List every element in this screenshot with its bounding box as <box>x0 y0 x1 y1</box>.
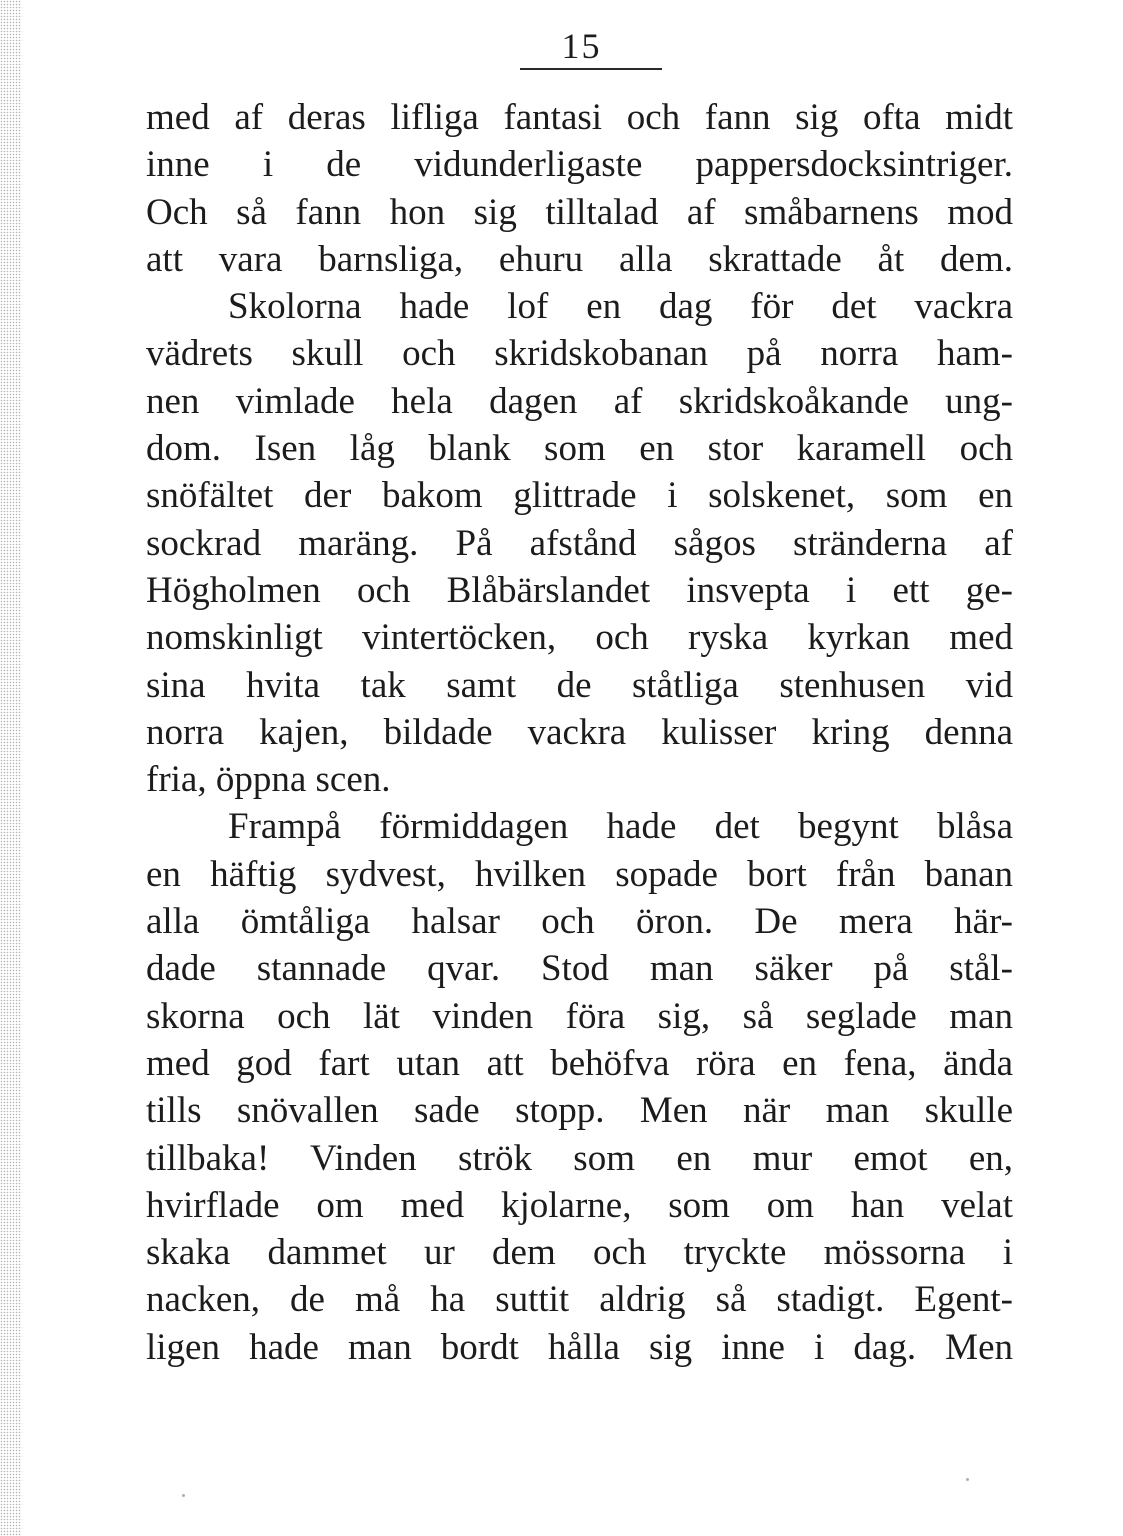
text-line: nen vimlade hela dagen af skridskoåkande ung- <box>146 380 1013 422</box>
text-line: nacken, de må ha suttit aldrig så stadigt. Egent- <box>146 1279 1013 1321</box>
text-line: dom. Isen låg blank som en stor karamell och <box>146 428 1013 470</box>
text-line: nomskinligt vintertöcken, och ryska kyrkan med <box>146 617 1013 659</box>
page-number: 15 <box>561 26 602 66</box>
text-line: tillbaka! Vinden strök som en mur emot en, <box>146 1137 1013 1179</box>
text-line: dade stannade qvar. Stod man säker på stål- <box>146 948 1013 990</box>
text-line: att vara barnsliga, ehuru alla skrattade åt dem. <box>146 238 1013 280</box>
text-line: sina hvita tak samt de ståtliga stenhusen vid <box>146 664 1013 706</box>
text-line: en häftig sydvest, hvilken sopade bort från banan <box>146 853 1013 895</box>
page-binding-edge <box>0 0 22 1536</box>
text-line: med af deras lifliga fantasi och fann sig ofta midt <box>146 97 1013 138</box>
text-line: hvirflade om med kjolarne, som om han velat <box>146 1184 1013 1226</box>
text-line: skaka dammet ur dem och tryckte mössorna i <box>146 1232 1013 1274</box>
paper-speck <box>182 1494 185 1497</box>
body-text <box>146 94 1013 1371</box>
text-line: tills snövallen sade stopp. Men när man skulle <box>146 1090 1013 1132</box>
text-line: skorna och lät vinden föra sig, så seglade man <box>146 995 1013 1037</box>
text-line: Och så fann hon sig tilltalad af småbarnens mod <box>146 191 1013 233</box>
header-rule <box>520 68 662 70</box>
text-line: alla ömtåliga halsar och öron. De mera här- <box>146 901 1013 943</box>
text-line: ligen hade man bordt hålla sig inne i dag. Men <box>146 1326 1013 1368</box>
text-line: norra kajen, bildade vackra kulisser kring denna <box>146 711 1013 753</box>
paper-speck <box>966 1478 969 1481</box>
text-line: fria, öppna scen. <box>146 759 391 801</box>
text-line: vädrets skull och skridskobanan på norra ham- <box>146 333 1013 375</box>
text-line: inne i de vidunderligaste pappersdocksintriger. <box>146 144 1013 186</box>
text-line: Frampå förmiddagen hade det begynt blåsa <box>228 806 1013 848</box>
text-line: med god fart utan att behöfva röra en fena, ända <box>146 1042 1013 1084</box>
text-line: sockrad maräng. På afstånd sågos stränderna af <box>146 522 1013 564</box>
text-line: snöfältet der bakom glittrade i solskenet, som en <box>146 475 1013 517</box>
text-line: Högholmen och Blåbärslandet insvepta i ett ge- <box>146 569 1013 611</box>
text-line: Skolorna hade lof en dag för det vackra <box>228 286 1013 328</box>
